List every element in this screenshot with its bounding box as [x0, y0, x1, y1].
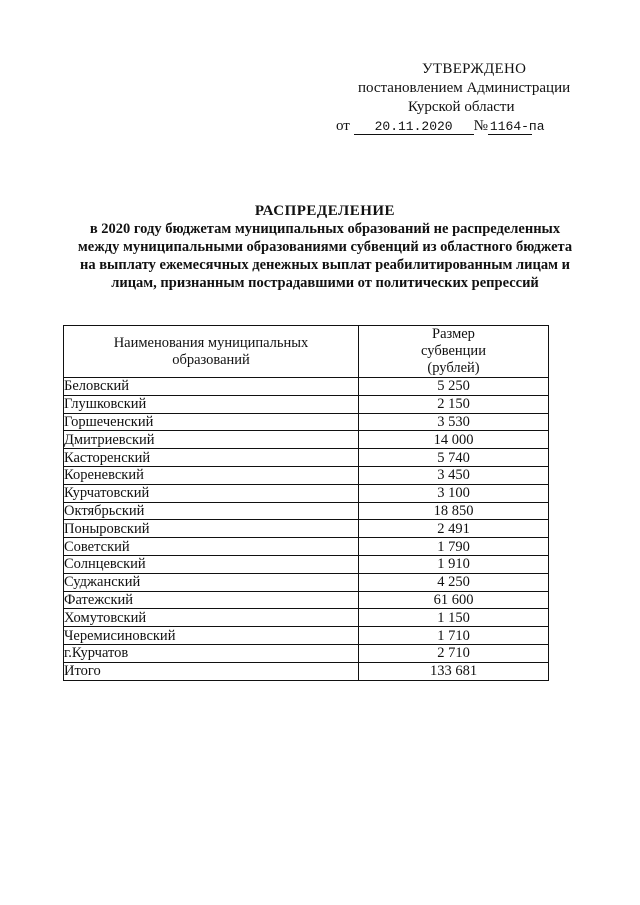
- row-amount: 18 850: [359, 502, 549, 520]
- row-amount: 5 250: [359, 378, 549, 396]
- column-header-amount-line-1: Размер: [432, 326, 475, 342]
- row-amount: 1 790: [359, 538, 549, 556]
- row-name: Касторенский: [64, 449, 359, 467]
- table-row: [64, 449, 549, 467]
- table-row: [64, 484, 549, 502]
- row-amount: 2 710: [359, 644, 549, 662]
- approval-date: 20.11.2020: [354, 119, 474, 135]
- row-amount: 3 450: [359, 466, 549, 484]
- row-amount: 5 740: [359, 449, 549, 467]
- row-name: Глушковский: [64, 395, 359, 413]
- table-row: [64, 538, 549, 556]
- table-row: [64, 395, 549, 413]
- heading-line-1: в 2020 году бюджетам муниципальных образований не распределенных: [89, 221, 561, 237]
- column-header-name-line-1: Наименования муниципальных: [113, 334, 309, 351]
- number-prefix: №: [473, 118, 488, 134]
- column-header-name: [64, 326, 359, 378]
- approval-block: [330, 60, 580, 136]
- row-name: Суджанский: [64, 573, 359, 591]
- row-name: Хомутовский: [64, 609, 359, 627]
- row-name: Поныровский: [64, 520, 359, 538]
- row-amount: 61 600: [359, 591, 549, 609]
- row-name: Дмитриевский: [64, 431, 359, 449]
- document-heading: [40, 202, 610, 292]
- row-name: Черемисиновский: [64, 627, 359, 645]
- row-name: Солнцевский: [64, 555, 359, 573]
- row-name: г.Курчатов: [64, 644, 359, 662]
- page-title: РАСПРЕДЕЛЕНИЕ: [254, 203, 396, 219]
- table-row: [64, 555, 549, 573]
- table-row: [64, 591, 549, 609]
- row-amount: 1 710: [359, 627, 549, 645]
- row-amount: 1 150: [359, 609, 549, 627]
- table-row: [64, 431, 549, 449]
- row-name: Беловский: [64, 378, 359, 396]
- column-header-amount-line-2: субвенции: [421, 343, 486, 359]
- total-row: [64, 662, 549, 680]
- table-header-row: [64, 326, 549, 378]
- column-header-amount: [359, 326, 549, 378]
- table-row: [64, 644, 549, 662]
- table-row: [64, 413, 549, 431]
- table-row: [64, 573, 549, 591]
- table-row: [64, 378, 549, 396]
- row-amount: 3 100: [359, 484, 549, 502]
- row-amount: 3 530: [359, 413, 549, 431]
- heading-line-3: на выплату ежемесячных денежных выплат реабилитированным лицам и: [80, 257, 570, 273]
- row-name: Фатежский: [64, 591, 359, 609]
- approval-stamp: УТВЕРЖДЕНО: [422, 61, 527, 77]
- heading-line-4: лицам, признанным пострадавшими от политических репрессий: [111, 275, 539, 291]
- allocation-table: [63, 325, 549, 681]
- row-name: Кореневский: [64, 466, 359, 484]
- row-name: Советский: [64, 538, 359, 556]
- row-name: Горшеченский: [64, 413, 359, 431]
- total-label: Итого: [64, 662, 359, 680]
- row-amount: 2 491: [359, 520, 549, 538]
- approval-issuer: постановлением Администрации: [358, 80, 571, 96]
- date-prefix: от: [336, 118, 350, 134]
- table-row: [64, 502, 549, 520]
- row-name: Курчатовский: [64, 484, 359, 502]
- table-row: [64, 520, 549, 538]
- table-row: [64, 466, 549, 484]
- row-amount: 1 910: [359, 555, 549, 573]
- total-amount: 133 681: [359, 662, 549, 680]
- column-header-amount-line-3: (рублей): [427, 360, 480, 376]
- row-amount: 4 250: [359, 573, 549, 591]
- column-header-name-line-2: образований: [172, 351, 250, 368]
- approval-date-number: [330, 117, 580, 136]
- row-amount: 14 000: [359, 431, 549, 449]
- heading-line-2: между муниципальными образованиями субвенций из областного бюджета: [77, 239, 573, 255]
- table-row: [64, 627, 549, 645]
- row-amount: 2 150: [359, 395, 549, 413]
- row-name: Октябрьский: [64, 502, 359, 520]
- table-row: [64, 609, 549, 627]
- approval-number: 1164-па: [489, 119, 545, 134]
- approval-region: Курской области: [408, 99, 515, 115]
